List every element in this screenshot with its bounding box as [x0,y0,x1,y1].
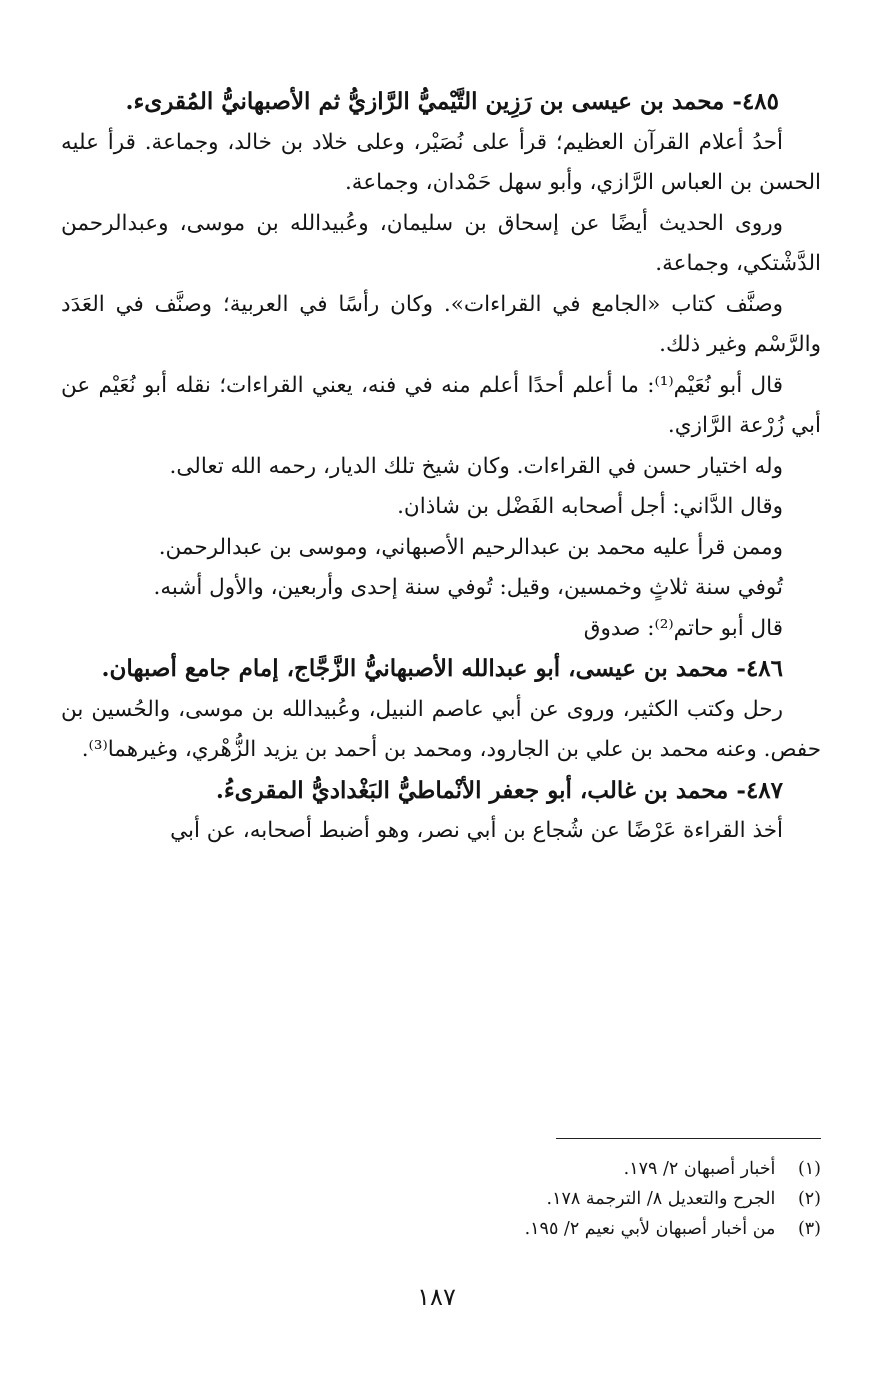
paragraph: تُوفي سنة ثلاثٍ وخمسين، وقيل: تُوفي سنة إحدى وأربعين، والأول أشبه. [153,575,783,600]
entry-heading-485: ٤٨٥- محمد بن عيسى بن رَزِين التَّيْميُّ الرَّازيُّ ثم الأصبهانيُّ المُقرىء. [125,88,779,115]
paragraph: وروى الحديث أيضًا عن إسحاق بن سليمان، وعُبيدالله بن موسى، وعبدالرحمن الدَّشْتكي، وجماعة. [61,210,821,276]
footnote-number: (٢) [797,1189,821,1209]
paragraph: وقال الدَّاني: أجل أصحابه الفَضْل بن شاذان. [397,494,783,519]
paragraph: رحل وكتب الكثير، وروى عن أبي عاصم النبيل، وعُبيدالله بن موسى، والحُسين بن حفص. وعنه محمد بن علي بن الجارود، ومحمد بن أحمد بن يزيد الزُّهْري، وغيرهما⁽³⁾. [61,696,821,762]
footnote-3 [61,1214,821,1244]
paragraph: وله اختيار حسن في القراءات. وكان شيخ تلك الديار، رحمه الله تعالى. [169,453,783,479]
entry-heading-487: ٤٨٧- محمد بن غالب، أبو جعفر الأنْماطيُّ البَغْداديُّ المقرىءُ. [215,776,783,804]
paragraph: أخذ القراءة عَرْضًا عن شُجاع بن أبي نصر، وهو أضبط أصحابه، عن أبي [170,818,783,843]
paragraph: وصنَّف كتاب «الجامع في القراءات». وكان رأسًا في العربية؛ وصنَّف في العَدَد والرَّسْم وغير ذلك. [61,291,821,357]
footnote-divider [556,1138,821,1139]
footnote-number: (٣) [797,1219,821,1239]
footnotes [61,1154,821,1244]
paragraph: قال أبو حاتم⁽²⁾: صدوق [583,615,783,641]
page-number: ١٨٧ [417,1283,456,1311]
footnote-1 [61,1154,821,1184]
footnote-text: الجرح والتعديل ٨/ الترجمة ١٧٨. [546,1189,776,1209]
paragraph: قال أبو نُعَيْم⁽¹⁾: ما أعلم أحدًا أعلم منه في فنه، يعني القراءات؛ نقله أبو نُعَيْم عن أبي زُرْعة الرَّازي. [61,372,821,438]
main-text [61,82,821,852]
footnote-2 [61,1184,821,1214]
footnote-text: من أخبار أصبهان لأبي نعيم ٢/ ١٩٥. [524,1219,776,1239]
paragraph: وممن قرأ عليه محمد بن عبدالرحيم الأصبهاني، وموسى بن عبدالرحمن. [158,534,783,560]
footnote-text: أخبار أصبهان ٢/ ١٧٩. [623,1159,776,1179]
paragraph: أحدُ أعلام القرآن العظيم؛ قرأ على نُصَيْر، وعلى خلاد بن خالد، وجماعة. قرأ عليه الحسن بن العباس الرَّازي، وأبو سهل حَمْدان، وجماعة. [61,129,821,195]
footnote-number: (١) [797,1159,821,1179]
entry-heading-486: ٤٨٦- محمد بن عيسى، أبو عبدالله الأصبهانيُّ الزَّجَّاج، إمام جامع أصبهان. [101,655,783,682]
